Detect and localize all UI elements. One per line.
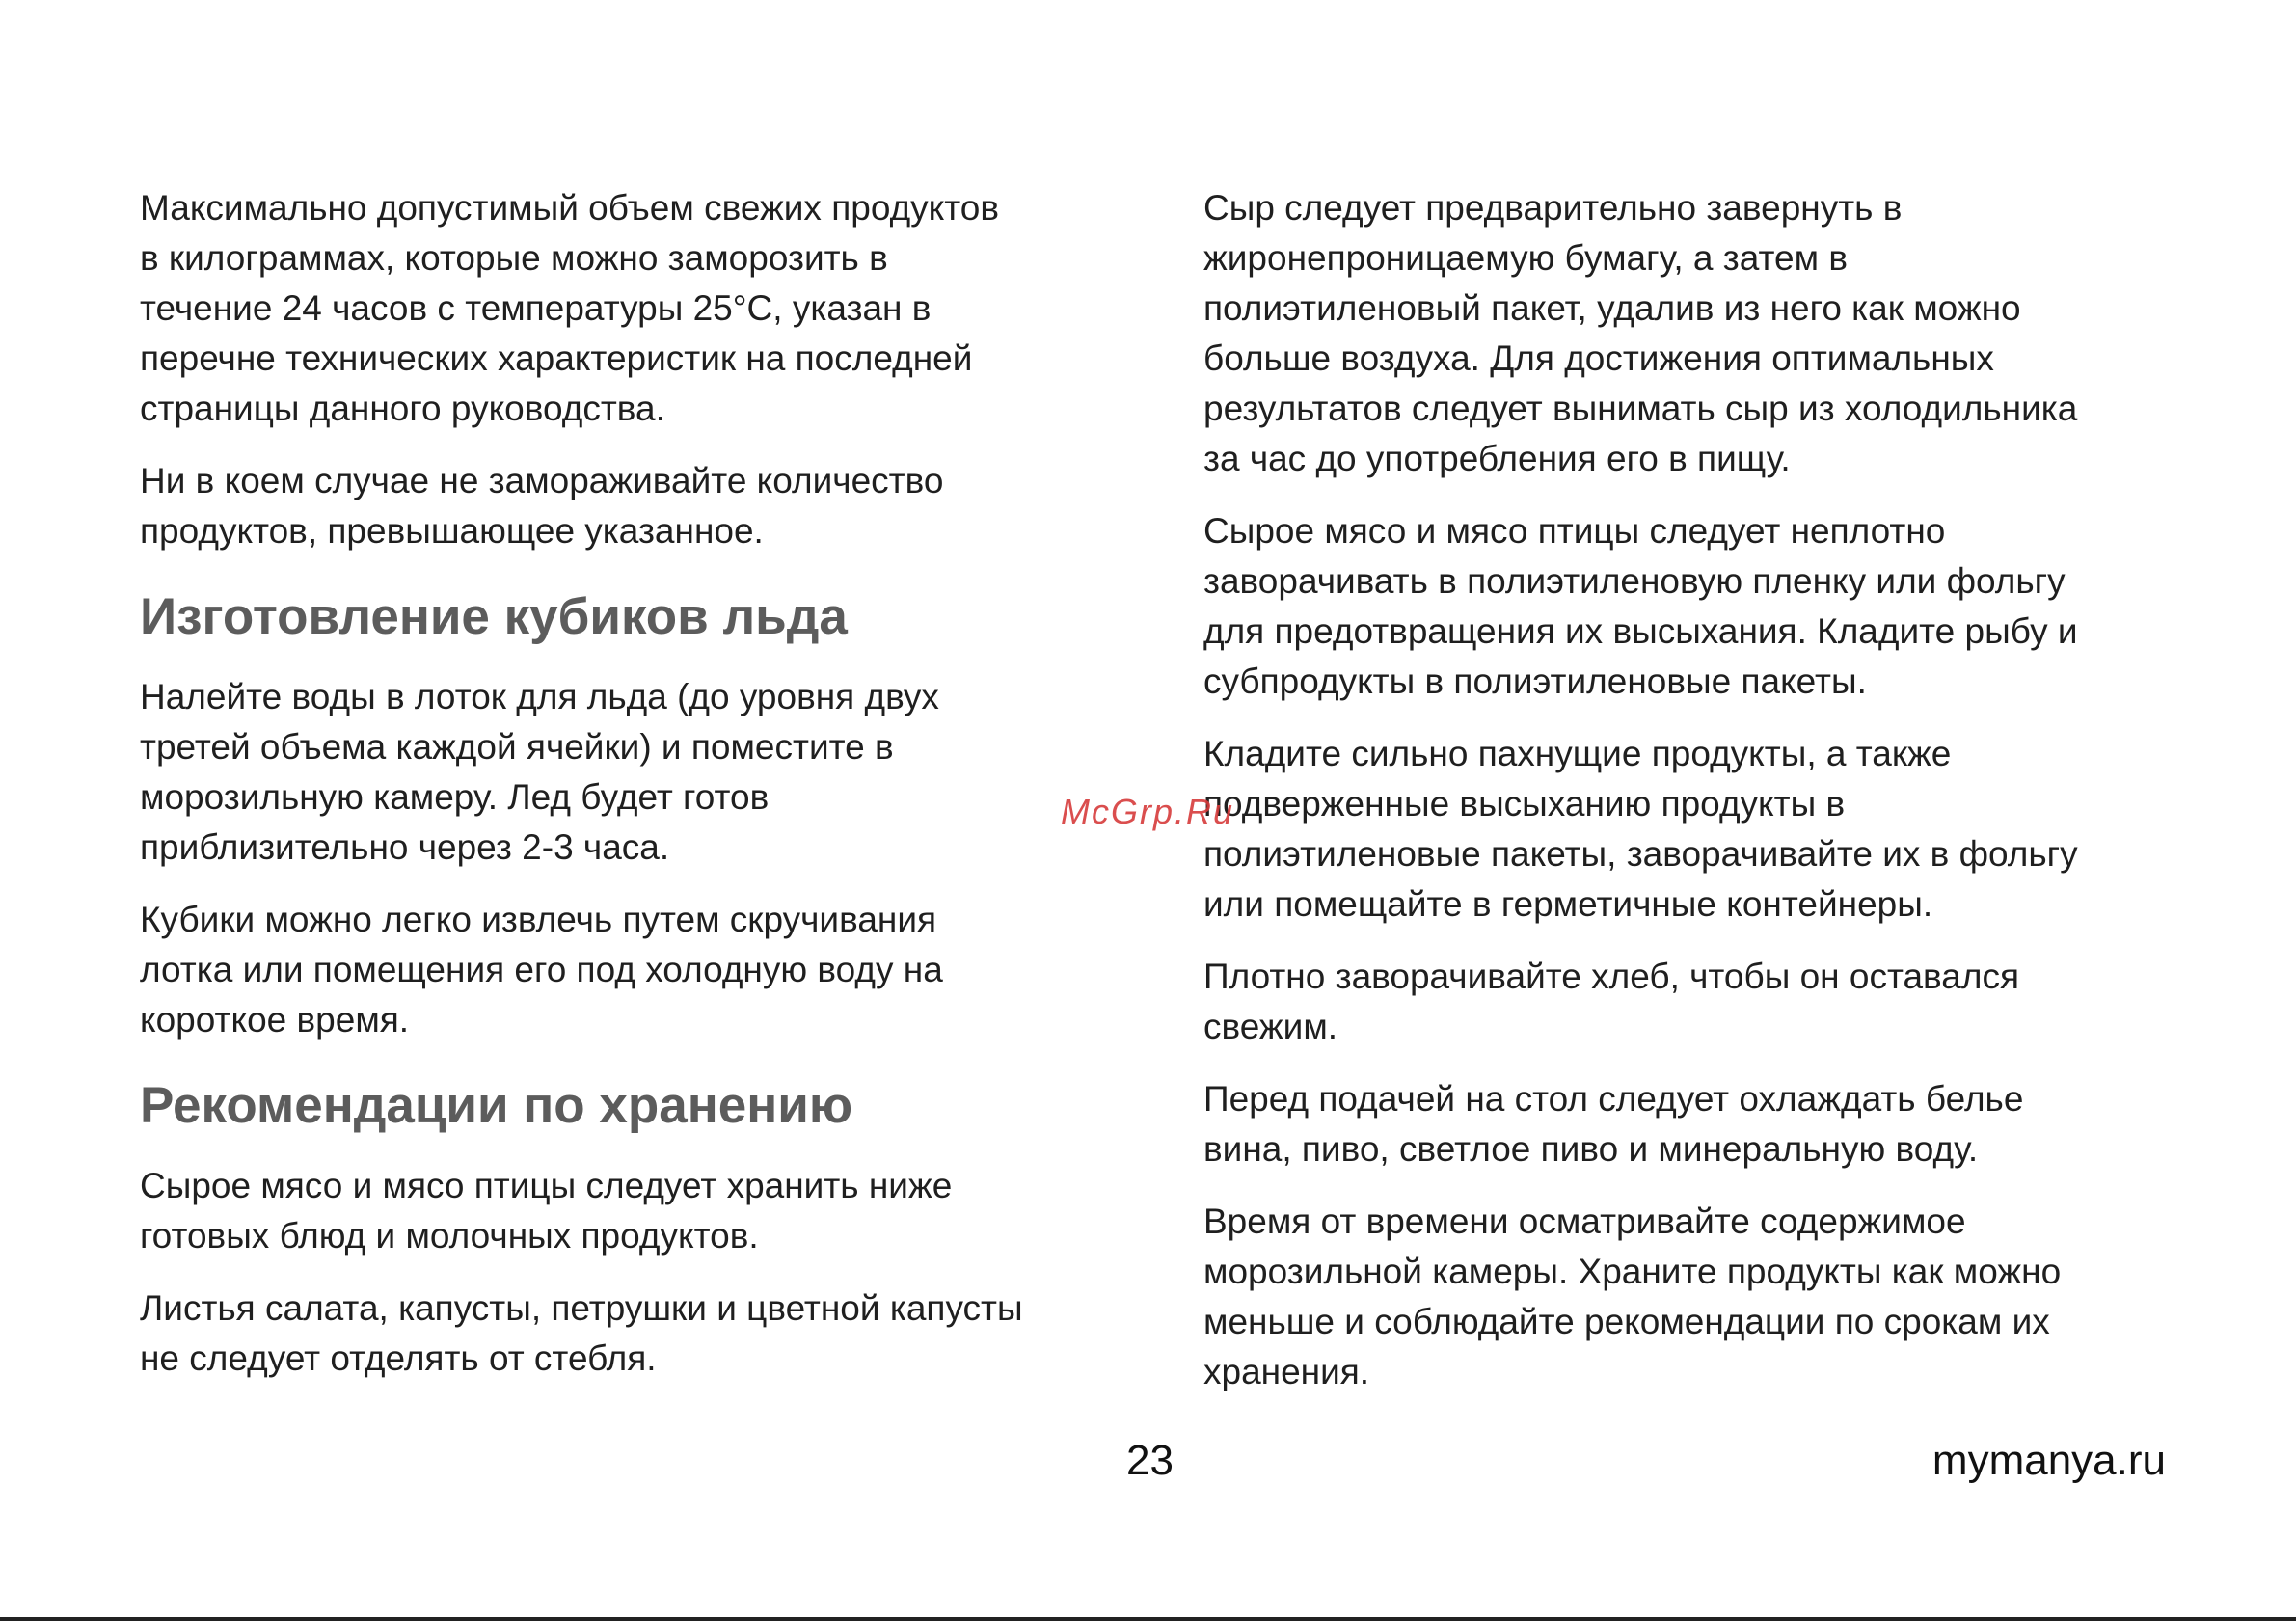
paragraph-strong-smell: Кладите сильно пахнущие продукты, а также подверженные высыханию продукты в полиэтиленовые пакеты, заворачивайте их в фольгу или помещайте в герметичные контейнеры.: [1203, 734, 2078, 924]
paragraph-ice-extract: Кубики можно легко извлечь путем скручивания лотка или помещения его под холодную воду на короткое время.: [140, 900, 943, 1040]
site-url: mymanya.ru: [1931, 1437, 2166, 1484]
paragraph-drinks: Перед подачей на стол следует охлаждать белье вина, пиво, светлое пиво и минеральную воду.: [1203, 1079, 2024, 1169]
heading-ice-cubes: Изготовление кубиков льда: [140, 588, 848, 645]
left-column: [140, 183, 1114, 1406]
paragraph-ice-tray: Налейте воды в лоток для льда (до уровня двух третей объема каждой ячейки) и поместите в морозильную камеру. Лед будет готов приблизительно через 2-3 часа.: [140, 677, 939, 867]
paragraph-freezer-check: Время от времени осматривайте содержимое морозильной камеры. Храните продукты как можно меньше и соблюдайте рекомендации по срокам их хранения.: [1203, 1202, 2062, 1391]
heading-storage-recommendations: Рекомендации по хранению: [140, 1077, 853, 1134]
paragraph-freeze-warning: Ни в коем случае не замораживайте количество продуктов, превышающее указанное.: [140, 461, 944, 551]
right-column: [1203, 183, 2177, 1419]
bottom-divider: [0, 1617, 2296, 1621]
paragraph-cheese: Сыр следует предварительно завернуть в жиронепроницаемую бумагу, а затем в полиэтиленовый пакет, удалив из него как можно больше воздуха. Для достижения оптимальных результатов следует вынимать сыр из холодильника за час до употребления его в пищу.: [1203, 188, 2078, 478]
paragraph-raw-meat-wrapping: Сырое мясо и мясо птицы следует неплотно заворачивать в полиэтиленовую пленку или фольгу для предотвращения их высыхания. Кладите рыбу и субпродукты в полиэтиленовые пакеты.: [1203, 511, 2078, 701]
watermark: McGrp.Ru: [1061, 792, 1235, 831]
page-number: 23: [1126, 1437, 1174, 1484]
paragraph-raw-meat-placement: Сырое мясо и мясо птицы следует хранить ниже готовых блюд и молочных продуктов.: [140, 1166, 953, 1256]
paragraph-freeze-capacity: Максимально допустимый объем свежих продуктов в килограммах, которые можно заморозить в течение 24 часов с температуры 25°C, указан в перечне технических характеристик на последней страницы данного руководства.: [140, 188, 1000, 428]
paragraph-leafy-greens: Листья салата, капусты, петрушки и цветной капусты не следует отделять от стебля.: [140, 1288, 1023, 1378]
paragraph-bread: Плотно заворачивайте хлеб, чтобы он оставался свежим.: [1203, 957, 2019, 1046]
